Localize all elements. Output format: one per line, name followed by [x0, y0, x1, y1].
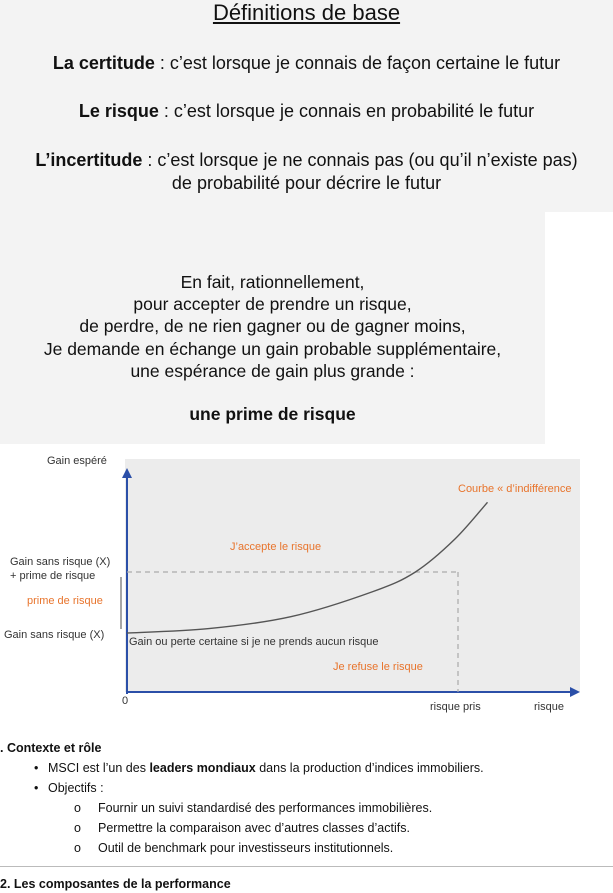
emphasis-prime-de-risque: une prime de risque: [189, 404, 356, 424]
curve-label: Courbe « d’indifférence: [458, 483, 572, 495]
chart-svg: [0, 444, 613, 724]
text-line: Je demande en échange un gain probable supplémentaire,: [43, 339, 502, 359]
slide-definitions: [0, 0, 613, 212]
y-axis-label: Gain espéré: [47, 455, 107, 467]
section-heading: 2. Les composantes de la performance: [0, 877, 231, 891]
section-heading: . Contexte et rôle: [0, 741, 102, 755]
region-below-label: Je refuse le risque: [333, 661, 423, 673]
sub-bullet-item: Fournir un suivi standardisé des performances immobilières.: [98, 801, 433, 815]
slide-title: Définitions de base: [212, 0, 401, 25]
risk-premium-chart: [0, 444, 613, 724]
sub-bullet-item: Permettre la comparaison avec d’autres classes d’actifs.: [98, 821, 410, 835]
y-label-with-premium-line1: Gain sans risque (X): [10, 556, 111, 568]
x-axis-label: risque: [534, 701, 564, 713]
sub-bullet-symbol: o: [74, 841, 81, 855]
region-above-label: J’accepte le risque: [230, 541, 322, 553]
x-origin-label: 0: [122, 695, 129, 707]
sub-bullet-item: Outil de benchmark pour investisseurs institutionnels.: [98, 841, 394, 855]
x-tick-label: risque pris: [430, 701, 481, 713]
bullet-item: [48, 761, 484, 775]
bullet-item: Objectifs :: [48, 781, 104, 795]
text-line: pour accepter de prendre un risque,: [133, 294, 412, 314]
definition-text: : c’est lorsque je ne connais pas (ou qu’il n’existe pas): [142, 150, 578, 170]
document-section: [0, 724, 613, 893]
definition-term: La certitude: [52, 53, 155, 73]
definition-risque: [0, 100, 613, 122]
definition-certitude: [0, 52, 613, 74]
text-line: En fait, rationnellement,: [180, 272, 365, 292]
sub-bullet-symbol: o: [74, 801, 81, 815]
slide-prime-de-risque: [0, 212, 545, 444]
bullet-symbol: •: [34, 761, 39, 775]
definition-term: Le risque: [78, 101, 159, 121]
sub-bullet-symbol: o: [74, 821, 81, 835]
bullet-text: MSCI est l’un des: [48, 761, 150, 775]
bullet-symbol: •: [34, 781, 39, 795]
definition-text: : c’est lorsque je connais de façon certaine le futur: [154, 53, 561, 73]
text-line: une espérance de gain plus grande :: [130, 361, 415, 381]
definition-term: L’incertitude: [35, 150, 143, 170]
definition-incertitude-line2: de probabilité pour décrire le futur: [171, 173, 442, 193]
brace-label: prime de risque: [27, 595, 103, 607]
y-label-riskless: Gain sans risque (X): [4, 629, 105, 641]
divider: [0, 866, 613, 867]
y-label-with-premium-line2: + prime de risque: [10, 570, 96, 582]
definition-text: : c’est lorsque je connais en probabilité le futur: [158, 101, 535, 121]
bullet-text-bold: leaders mondiaux: [149, 761, 256, 775]
baseline-label: Gain ou perte certaine si je ne prends aucun risque: [129, 636, 379, 648]
bullet-text: dans la production d’indices immobiliers.: [255, 761, 484, 775]
text-line: de perdre, de ne rien gagner ou de gagner moins,: [79, 316, 466, 336]
definition-incertitude: [0, 149, 613, 171]
